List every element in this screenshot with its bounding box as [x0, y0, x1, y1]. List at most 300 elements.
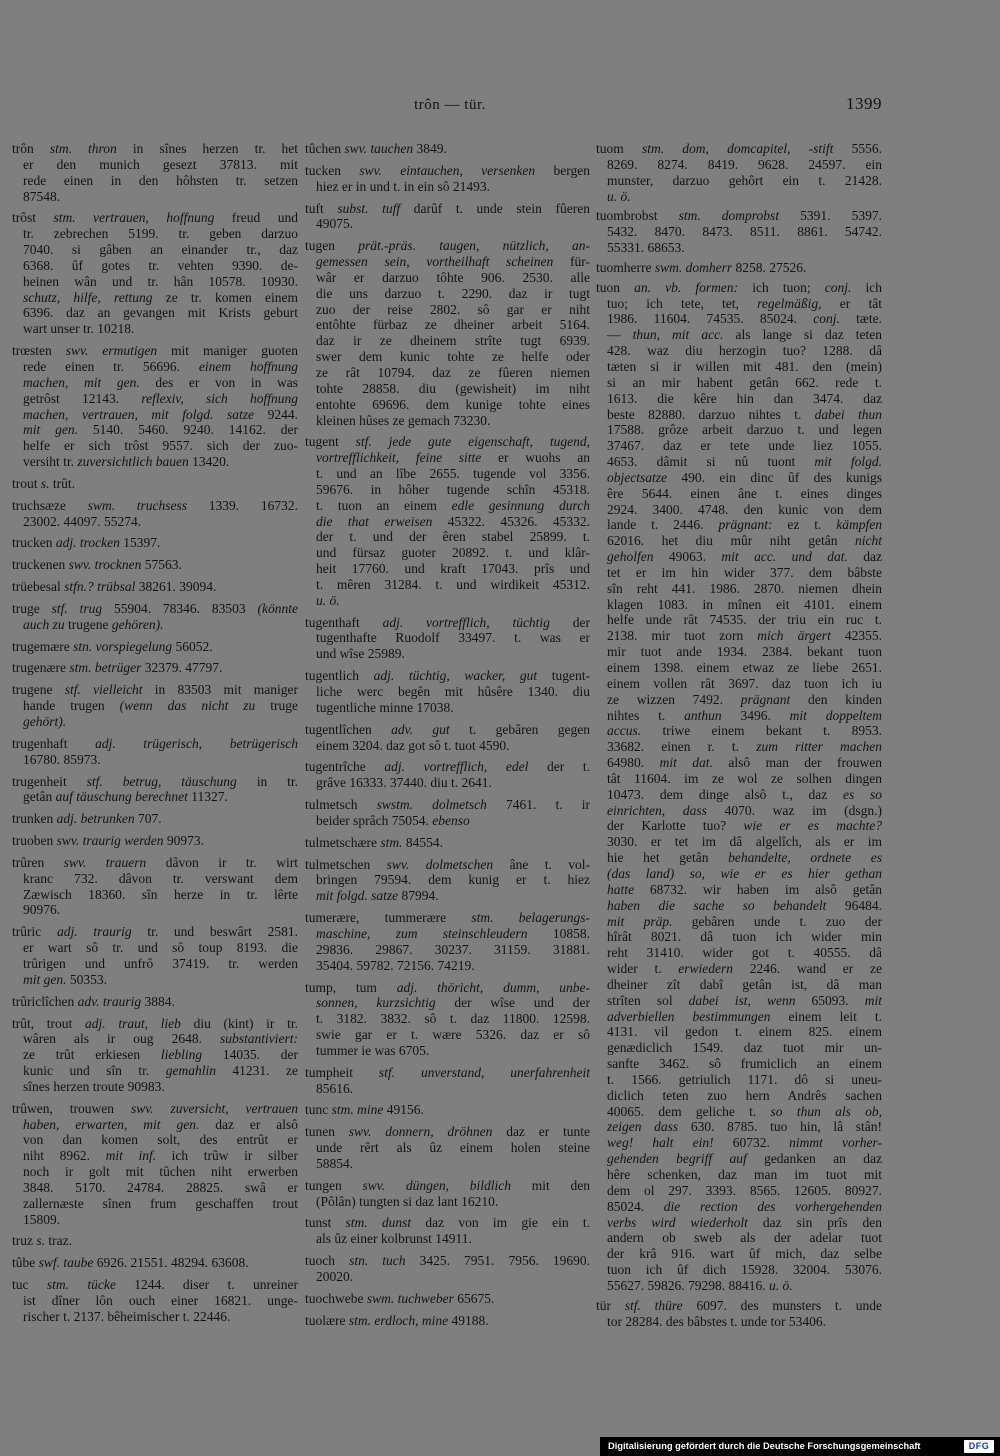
entry-text: 55331. 68653. — [607, 240, 685, 256]
entry-text: rede einen tr. 56696. — [23, 358, 199, 374]
headword: tuft — [305, 200, 338, 216]
italic-gloss: die rection des vorhergehenden — [663, 1198, 882, 1214]
entry-line — [12, 1117, 298, 1133]
entry-text: 85616. — [316, 1080, 354, 1096]
entry-line — [305, 201, 590, 217]
entry-line — [12, 514, 298, 530]
entry-text: 50353. — [66, 971, 107, 987]
entry-text: ich — [851, 279, 882, 295]
entry-line — [596, 977, 882, 993]
entry-line — [596, 240, 882, 256]
entry-text: t. 3182. 3832. sô t. daz 11800. 12598. — [316, 1011, 590, 1027]
dictionary-entry — [12, 1255, 298, 1271]
entry-line — [596, 486, 882, 502]
italic-gloss: haben, erwarten, mit gen. — [23, 1116, 200, 1132]
running-head: trôn — tür. — [414, 97, 486, 113]
entry-text: des er von in was — [139, 374, 298, 390]
entry-line — [596, 803, 882, 819]
entry-text: 16780. 85973. — [23, 751, 101, 767]
entry-line — [596, 929, 882, 945]
entry-line — [12, 1164, 298, 1180]
dictionary-entry — [305, 1102, 590, 1118]
entry-text: 13420. — [188, 454, 230, 470]
italic-gloss: swv. trocknen — [68, 557, 142, 573]
italic-gloss: die that erweisen — [316, 513, 433, 529]
entry-text: t. 1566. getriulich 1171. dô si uneu- — [607, 1071, 882, 1087]
entry-text: 7040. si gâben an einander tr., daz — [23, 242, 298, 258]
headword: tugentlich — [305, 668, 374, 684]
entry-line — [12, 359, 298, 375]
entry-line — [12, 1277, 298, 1293]
italic-gloss: machen, vertrauen, mit folgd. satze — [23, 406, 255, 422]
entry-line — [12, 173, 298, 189]
entry-line — [596, 260, 882, 276]
entry-line — [596, 438, 882, 454]
entry-line — [596, 296, 882, 312]
entry-text: noch ir golt mit tûchen niht erwerben — [23, 1164, 298, 1180]
entry-text: trûrigen und unfrô 37419. tr. werden — [23, 955, 298, 971]
entry-text: dem ol 297. 3393. 8565. 12605. 80927. — [607, 1182, 882, 1198]
entry-line — [596, 565, 882, 581]
entry-line — [12, 1212, 298, 1228]
entry-text: 3425. 7951. 7956. 19690. — [405, 1253, 590, 1269]
entry-text: 5556. — [833, 141, 882, 156]
italic-gloss: (könnte — [257, 600, 298, 616]
italic-gloss: adj. traurig — [56, 924, 132, 940]
dictionary-entry — [12, 601, 298, 633]
entry-line — [596, 1298, 882, 1314]
entry-text: 42355. — [830, 628, 882, 644]
dictionary-entry — [305, 1065, 590, 1097]
entry-line — [596, 1314, 882, 1330]
dictionary-entry — [12, 994, 298, 1010]
entry-text: bergen — [535, 162, 590, 178]
italic-gloss: stn. vorspiegelung — [73, 638, 173, 654]
italic-gloss: swv. zuversicht, vertrauen — [130, 1100, 298, 1116]
entry-line — [12, 887, 298, 903]
entry-text: der t. und der êren stabel 25899. t. — [316, 529, 590, 545]
italic-gloss: swm. truchsess — [87, 497, 188, 513]
entry-text: einem leit t. — [770, 1008, 882, 1024]
entry-text: getân — [23, 789, 56, 805]
entry-text: t. mêren 31284. t. und wirdikeit 45312. — [316, 576, 590, 592]
entry-line — [596, 993, 882, 1009]
headword: trugemære — [12, 638, 74, 654]
entry-text: 490. ein dinc ûf des kunigs — [667, 469, 882, 485]
italic-gloss: stf. unverstand, unerfahrenheit — [378, 1064, 590, 1080]
entry-line — [596, 771, 882, 787]
entry-line — [305, 1253, 590, 1269]
italic-gloss: u. ö. — [607, 188, 631, 204]
entry-line — [305, 813, 590, 829]
dictionary-entry — [12, 736, 298, 768]
entry-line — [305, 333, 590, 349]
entry-text: 2246. wand er ze — [733, 961, 882, 977]
entry-line — [12, 601, 298, 617]
italic-gloss: adj. traut, lieb — [85, 1015, 181, 1031]
dictionary-entry — [12, 660, 298, 676]
entry-text: traz. — [45, 1233, 72, 1249]
entry-text: 6097. des munsters t. unde — [682, 1297, 882, 1313]
entry-text: alsô man der frouwen — [712, 755, 882, 771]
italic-gloss: hatte — [607, 881, 634, 897]
italic-gloss: swm. domherr — [654, 259, 733, 275]
italic-gloss: adj. trocken — [55, 535, 120, 551]
italic-gloss: behandelte, ordnete es — [728, 850, 882, 866]
entry-line — [596, 1215, 882, 1231]
entry-line — [596, 1230, 882, 1246]
entry-text: von dan komen solt, des entrût er — [23, 1132, 298, 1148]
entry-text: tugent- — [537, 668, 590, 684]
italic-gloss: swf. taube — [38, 1255, 94, 1271]
entry-line — [12, 422, 298, 438]
entry-line — [596, 343, 882, 359]
entry-text: daz von im gie ein t. — [411, 1215, 590, 1231]
entry-line — [12, 1132, 298, 1148]
italic-gloss: anthun — [684, 707, 722, 723]
italic-gloss: mit gen. — [23, 422, 79, 438]
entry-text: ez t. — [772, 517, 837, 533]
entry-text: t. und an lîbe 2655. tugende vol 3356. — [316, 466, 590, 482]
entry-text: er wuohs an — [481, 450, 590, 466]
entry-text: 11327. — [187, 789, 228, 805]
italic-gloss: stfn.? trübsal — [64, 579, 136, 595]
italic-gloss: es so — [842, 786, 883, 802]
entry-text: rischer t. 2137. bêheimischer t. 22446. — [23, 1308, 231, 1324]
entry-line — [305, 722, 590, 738]
entry-line — [305, 1313, 590, 1329]
entry-line — [596, 581, 882, 597]
entry-text: wart unser tr. 10218. — [23, 321, 135, 337]
entry-text: daz er tunte — [492, 1124, 590, 1140]
entry-text: tummer ie was 6705. — [316, 1042, 430, 1058]
entry-line — [596, 407, 882, 423]
entry-text: 20020. — [316, 1269, 354, 1284]
entry-line — [12, 1309, 298, 1325]
entry-text: tugenthafte Ruodolf 33497. t. was er — [316, 630, 590, 646]
entry-text: 55627. 59826. 79298. 88416. — [607, 1277, 769, 1293]
dictionary-entry — [305, 238, 590, 428]
italic-gloss: vortrefflichkeit, feine sitte — [316, 450, 482, 466]
entry-text: beider sprâch 75054. — [316, 812, 433, 828]
headword: tucken — [305, 162, 360, 178]
entry-text: 6396. daz an gevangen mit Krists geburt — [23, 305, 298, 321]
entry-line — [12, 454, 298, 470]
entry-line — [596, 866, 882, 882]
entry-text: versiht tr. — [23, 454, 78, 470]
entry-text: und fürsaz guoter 20892. t. und klâr- — [316, 545, 590, 561]
entry-line — [305, 381, 590, 397]
entry-line — [596, 898, 882, 914]
entry-line — [596, 739, 882, 755]
entry-line — [12, 1196, 298, 1212]
entry-line — [305, 668, 590, 684]
entry-text: den kinden — [790, 691, 882, 707]
entry-line — [305, 1156, 590, 1172]
headword: trœsten — [12, 343, 66, 359]
entry-text: genædiclich 1549. daz tuot mir un- — [607, 1040, 882, 1056]
italic-gloss: stf. betrug, täuschung — [86, 773, 237, 789]
entry-text: niht 8962. — [23, 1148, 106, 1164]
entry-text: der wîse und der — [435, 995, 590, 1011]
entry-line — [596, 502, 882, 518]
entry-line — [596, 945, 882, 961]
entry-text: 1986. 11604. 74535. 85024. — [607, 311, 814, 327]
dictionary-entry — [305, 668, 590, 716]
entry-text: 60732. — [713, 1135, 790, 1151]
entry-text: helfe er sich trôst 9557. sich der zuo- — [23, 438, 298, 454]
entry-line — [12, 141, 298, 157]
entry-text: der Karlotte tuo? — [607, 818, 744, 834]
italic-gloss: stm. belagerungs- — [471, 910, 590, 926]
entry-text: helfe unde rât 74535. der triu ein ruc t. — [607, 612, 882, 628]
entry-line — [305, 593, 590, 609]
entry-text: 6368. ûf gotes tr. vehten 9390. de- — [23, 257, 298, 273]
entry-line — [12, 1079, 298, 1095]
headword: tugentrîche — [305, 759, 385, 775]
dictionary-entry — [305, 759, 590, 791]
entry-text: kunic und sîn tr. — [23, 1063, 166, 1079]
entry-text: ist dîner lôn ouch einer 16821. unge- — [23, 1293, 298, 1308]
dictionary-entry — [305, 722, 590, 754]
entry-line — [596, 660, 882, 676]
entry-line — [12, 833, 298, 849]
entry-text: hîrât 8021. dâ tuon ich wider min — [607, 929, 882, 945]
footer-band — [600, 1437, 1000, 1456]
entry-text: 4131. vil gedon t. einem 825. einem — [607, 1024, 882, 1040]
dictionary-entry — [12, 343, 298, 470]
entry-line — [305, 163, 590, 179]
entry-line — [305, 872, 590, 888]
italic-gloss: s. — [40, 475, 50, 491]
entry-line — [305, 365, 590, 381]
headword: tunc — [305, 1102, 332, 1118]
entry-line — [596, 1262, 882, 1278]
entry-line — [305, 759, 590, 775]
entry-line — [596, 1135, 882, 1151]
headword: trôn — [12, 141, 50, 156]
entry-line — [305, 1178, 590, 1194]
entry-line — [12, 305, 298, 321]
italic-gloss: dabei thun — [814, 406, 883, 422]
entry-text: kleinen hûses ze gemach 73230. — [316, 412, 491, 428]
dictionary-entry — [305, 857, 590, 905]
dictionary-entry — [12, 557, 298, 573]
entry-text: 3030. er tet im dâ algelîch, als er im — [607, 834, 882, 850]
entry-line — [305, 1081, 590, 1097]
entry-text: in tr. — [236, 773, 299, 789]
entry-text: mit maniger guoten — [157, 343, 298, 359]
entry-text: gebâren unde t. zuo der — [672, 913, 882, 929]
entry-text: hande trugen — [23, 698, 120, 714]
italic-gloss: mich ärgert — [757, 628, 831, 644]
italic-gloss: prägnant: — [718, 517, 773, 533]
headword: tumpheit — [305, 1064, 379, 1080]
dictionary-entry — [596, 280, 882, 1294]
entry-text: 37467. daz er tete unde liez 1055. — [607, 438, 882, 454]
entry-text: daz er alsô — [199, 1116, 299, 1132]
dictionary-column — [596, 141, 882, 1329]
entry-text: daz — [847, 549, 882, 565]
italic-gloss: swv. düngen, bildlich — [362, 1177, 511, 1193]
italic-gloss: accus. — [607, 723, 642, 739]
entry-text: andern ob sweb als der adelar tuot — [607, 1230, 882, 1246]
dictionary-entry — [305, 1178, 590, 1210]
italic-gloss: machen, mit gen. — [23, 374, 140, 390]
entry-line — [305, 577, 590, 593]
entry-text: Zæwisch 18360. sîn herze in tr. lêrte — [23, 886, 298, 902]
entry-line — [305, 910, 590, 926]
entry-line — [12, 1016, 298, 1032]
entry-text: 84554. — [402, 834, 443, 850]
headword: trugene — [12, 682, 65, 698]
entry-text: 35404. 59782. 72156. 74219. — [316, 957, 475, 973]
dictionary-entry — [305, 1215, 590, 1247]
entry-text: 630. 8785. tuo hin, lâ stân! — [678, 1119, 882, 1135]
entry-text: 2138. mir tuot zorn — [607, 628, 758, 644]
entry-line — [12, 698, 298, 714]
entry-line — [305, 254, 590, 270]
italic-gloss: adv. gut — [391, 721, 450, 737]
entry-text: 65093. — [795, 992, 865, 1008]
italic-gloss: zuversichtlich bauen — [77, 454, 189, 470]
entry-line — [596, 1278, 882, 1294]
italic-gloss: kämpfen — [836, 517, 882, 533]
entry-line — [12, 774, 298, 790]
entry-text: ze wizzen 7492. — [607, 691, 741, 707]
entry-text: klagen 1083. in mînen eit 4101. einem — [607, 596, 882, 612]
entry-text: 1244. diser t. unreiner — [115, 1277, 298, 1293]
italic-gloss: adj. trügerisch, betrügerisch — [95, 735, 298, 751]
entry-line — [596, 359, 882, 375]
entry-line — [596, 961, 882, 977]
entry-line — [305, 980, 590, 996]
entry-text: 15809. — [23, 1211, 61, 1227]
entry-text: 58854. — [316, 1155, 354, 1171]
entry-text: 90976. — [23, 902, 61, 918]
dictionary-entry — [12, 210, 298, 337]
entry-line — [596, 1246, 882, 1262]
entry-text: diclich teten zuo hern Andrês sachen — [607, 1087, 882, 1103]
italic-gloss: conj. — [824, 279, 852, 295]
entry-line — [596, 327, 882, 343]
italic-gloss: zeigen dass — [607, 1119, 679, 1135]
entry-text: 3848. 5170. 24784. 28825. swâ er — [23, 1179, 298, 1195]
entry-line — [305, 349, 590, 365]
italic-gloss: einem hoffnung — [198, 358, 298, 374]
italic-gloss: weg! halt ein! — [607, 1135, 714, 1151]
entry-text: tât 11604. im ze wol ze solhen dingen — [607, 770, 882, 786]
italic-gloss: stm. mine — [331, 1102, 384, 1118]
headword: tuomherre — [596, 259, 655, 275]
entry-line — [12, 956, 298, 972]
dictionary-entry — [596, 208, 882, 256]
entry-line — [596, 628, 882, 644]
entry-text: zuo der reise 2802. sô gar er niht — [316, 301, 590, 317]
entry-text: einem 3204. daz got sô t. tuot 4590. — [316, 737, 510, 753]
dictionary-entry — [12, 774, 298, 806]
entry-text: kranc 732. dâvon tr. verswant dem — [23, 870, 298, 886]
entry-text: swer dem kunic tohte ze helfe oder — [316, 349, 590, 365]
dictionary-entry — [12, 682, 298, 730]
headword: tungen — [305, 1177, 363, 1193]
italic-gloss: gemessen sein, vortheilhaft scheinen — [316, 254, 554, 270]
entry-text: getrôst 12143. — [23, 390, 142, 406]
italic-gloss: mit — [864, 992, 883, 1008]
entry-line — [596, 189, 882, 205]
entry-line — [305, 179, 590, 195]
dictionary-entry — [305, 1291, 590, 1307]
entry-text: tr. und beswârt 2581. — [131, 924, 298, 940]
dictionary-entry — [305, 201, 590, 233]
entry-text: entôhte fürbaz ze dheiner arbeit 5164. — [316, 317, 590, 333]
entry-text: ich trûw ir silber — [156, 1148, 298, 1164]
entry-line — [596, 612, 882, 628]
entry-text: zallernæste sînen frum geschaffen trout — [23, 1195, 298, 1211]
entry-line — [305, 317, 590, 333]
entry-line — [596, 1024, 882, 1040]
italic-gloss: conj. — [813, 311, 840, 327]
headword: truoben — [12, 833, 57, 849]
italic-gloss: swv. eintauchen, versenken — [359, 162, 536, 178]
headword: tugent — [305, 434, 356, 450]
italic-gloss: so thun als ob, — [770, 1103, 882, 1119]
entry-text: tuo; ich tete, tet, — [607, 295, 758, 311]
entry-line — [596, 1151, 882, 1167]
entry-line — [12, 789, 298, 805]
entry-text: 38261. 39094. — [135, 579, 217, 595]
dictionary-entry — [305, 1124, 590, 1172]
entry-line — [596, 818, 882, 834]
entry-text: einem 1398. einem etwaz ze liebe 2651. — [607, 660, 882, 675]
italic-gloss: mit doppeltem — [789, 707, 883, 723]
entry-text: 15397. — [119, 535, 161, 551]
entry-line — [12, 157, 298, 173]
dictionary-entry — [12, 1101, 298, 1228]
entry-line — [596, 470, 882, 486]
dictionary-entry — [12, 498, 298, 530]
italic-gloss: stm. dom, domcapitel, -stift — [641, 141, 834, 156]
italic-gloss: prägnant — [740, 691, 791, 707]
entry-text: truge — [255, 698, 298, 714]
entry-line — [596, 755, 882, 771]
entry-text: tr. zebrechen 5199. tr. geben darzuo — [23, 226, 298, 242]
entry-text: 29836. 29867. 30237. 31159. 31881. — [316, 941, 590, 957]
entry-text: 68732. wir haben im alsô getân — [634, 881, 882, 897]
entry-text: er den munich gesezt 37813. mit — [23, 156, 298, 172]
entry-line — [305, 1043, 590, 1059]
italic-gloss: swv. donnern, dröhnen — [348, 1124, 493, 1140]
italic-gloss: prät.-präs. taugen, nützlich, an- — [358, 238, 590, 254]
headword: trût, trout — [12, 1015, 85, 1031]
entry-text: 64980. — [607, 755, 660, 771]
entry-text: 45322. 45326. 45332. — [432, 513, 591, 529]
entry-line — [12, 438, 298, 454]
entry-line — [12, 1180, 298, 1196]
entry-text: als ûz einer kolbrunst 14911. — [316, 1231, 472, 1247]
headword: tuc — [12, 1277, 47, 1293]
entry-text: tet er im hin wider 377. dem bâbste — [607, 564, 882, 580]
entry-line — [12, 476, 298, 492]
headword: trugenære — [12, 660, 70, 676]
entry-text: 428. waz diu herzogin tuo? 1288. dâ — [607, 343, 882, 359]
headword: tugenthaft — [305, 614, 383, 630]
entry-line — [305, 615, 590, 631]
entry-text: rede einen in den hôhsten tr. setzen — [23, 172, 298, 188]
headword: trôst — [12, 210, 54, 226]
entry-text: 49063. — [653, 549, 722, 565]
dictionary-column — [12, 141, 298, 1325]
